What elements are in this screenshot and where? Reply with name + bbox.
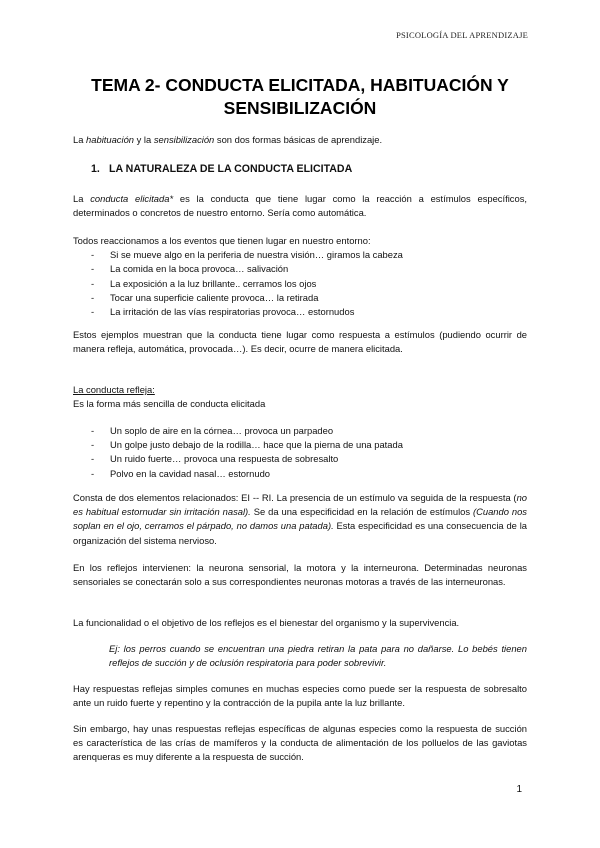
- section-title: LA NATURALEZA DE LA CONDUCTA ELICITADA: [109, 163, 353, 175]
- list-item-text: Tocar una superficie caliente provoca… la retirada: [110, 291, 319, 303]
- list-item: - Un golpe justo debajo de la rodilla… hace que la pierna de una patada: [91, 439, 403, 451]
- section-number: 1.: [91, 163, 100, 175]
- section-heading: [91, 163, 352, 175]
- definition-text: La: [73, 193, 91, 204]
- elements-italic: (Cuando nos soplan en el ojo, cerramos el párpado, no damos una patada).: [73, 506, 527, 532]
- simple-reflexes-paragraph: Hay respuestas reflejas simples comunes en muchas especies como puede ser la respuesta de sobresalto ante un ruido fuerte y repentino y la contracción de la pupila ante la luz brillante.: [73, 683, 527, 709]
- term-conducta-elicitada: conducta elicitada*: [90, 193, 174, 204]
- list-item: - La irritación de las vías respiratorias provoca… estornudos: [91, 306, 355, 318]
- neurons-paragraph: En los reflejos intervienen: la neurona sensorial, la motora y la interneurona. Determinadas neuronas sensoriales se conectarán solo a sus correspondientes neuronas motoras a través de las interneuronas.: [73, 562, 527, 588]
- elements-italic: no es habitual estornudar sin irritación nasal).: [73, 492, 527, 518]
- list-item: - Un soplo de aire en la córnea… provoca un parpadeo: [91, 425, 334, 436]
- intro-text: y la: [134, 134, 154, 145]
- list-item-text: Un soplo de aire en la córnea… provoca un parpadeo: [110, 425, 334, 436]
- definition-text: es la conducta que tiene lugar como la reacción a estímulos específicos, determinados o concretos de nuestro entorno. Sería como automática.: [73, 193, 527, 219]
- list-item: - Un ruido fuerte… provoca una respuesta de sobresalto: [91, 453, 339, 465]
- running-header: PSICOLOGÍA DEL APRENDIZAJE: [396, 30, 528, 40]
- elements-text: Consta de dos elementos relacionados: EI -- RI. La presencia de un estímulo va seguida de la respuesta (: [73, 492, 517, 503]
- list-item: - La comida en la boca provoca… salivación: [91, 263, 289, 275]
- elements-paragraph: [73, 491, 527, 548]
- elements-text: Se da una especificidad en la relación de estímulos: [250, 506, 473, 518]
- intro-paragraph: [73, 133, 527, 147]
- intro-text: son dos formas básicas de aprendizaje.: [214, 134, 383, 145]
- page-title: [60, 74, 540, 120]
- events-block: [73, 234, 527, 319]
- definition-paragraph: [73, 192, 527, 220]
- list-item-text: La irritación de las vías respiratorias provoca… estornudos: [110, 306, 355, 318]
- term-sensibilizacion: sensibilización: [153, 134, 215, 145]
- intro-text: La: [73, 134, 87, 145]
- list-item-text: La exposición a la luz brillante.. cerramos los ojos: [110, 277, 317, 289]
- list-item: - Tocar una superficie caliente provoca… la retirada: [91, 291, 319, 303]
- function-paragraph: La funcionalidad o el objetivo de los reflejos es el bienestar del organismo y la supervivencia.: [73, 617, 460, 628]
- events-lead: Todos reaccionamos a los eventos que tienen lugar en nuestro entorno:: [73, 235, 371, 246]
- reflex-subtitle: [73, 383, 527, 397]
- list-item-text: La comida en la boca provoca… salivación: [110, 263, 289, 275]
- list-item-text: Un ruido fuerte… provoca una respuesta de sobresalto: [110, 453, 339, 465]
- list-item-text: Polvo en la cavidad nasal… estornudo: [110, 467, 270, 479]
- examples-paragraph: Estos ejemplos muestran que la conducta tiene lugar como respuesta a estímulos (pudiendo ocurrir de manera refleja, automática, provocada…). Es decir, ocurre de manera elicitada.: [73, 329, 527, 355]
- page-number: 1: [516, 784, 522, 795]
- title-line-2: SENSIBILIZACIÓN: [223, 98, 377, 118]
- elements-text: Esta especificidad es una consecuencia de la organización del sistema nervioso.: [73, 520, 528, 546]
- list-item: - La exposición a la luz brillante.. cerramos los ojos: [91, 277, 317, 289]
- list-item: - Polvo en la cavidad nasal… estornudo: [91, 467, 270, 479]
- list-item-text: Si se mueve algo en la periferia de nuestra visión… giramos la cabeza: [110, 249, 403, 261]
- reflex-list: [73, 424, 527, 481]
- list-item: - Si se mueve algo en la periferia de nuestra visión… giramos la cabeza: [91, 249, 403, 261]
- title-line-1: TEMA 2- CONDUCTA ELICITADA, HABITUACIÓN Y: [91, 75, 509, 95]
- events-list: [73, 248, 527, 319]
- list-item-text: Un golpe justo debajo de la rodilla… hace que la pierna de una patada: [110, 439, 403, 451]
- reflex-lead: Es la forma más sencilla de conducta elicitada: [73, 398, 266, 409]
- specific-reflexes-paragraph: Sin embargo, hay unas respuestas reflejas específicas de algunas especies como la respuesta de succión es característica de las crías de mamíferos y la conducta de alimentación de los polluelos de las gaviotas arenqueras es muy diferente a la respuesta de succión.: [73, 723, 527, 763]
- example-quote: Ej: los perros cuando se encuentran una piedra retiran la pata para no dañarse. Lo bebés tienen reflejos de succión y de oclusión respiratoria para poder sobrevivir.: [109, 643, 527, 669]
- term-habituacion: habituación: [86, 134, 135, 145]
- reflex-subtitle-text: La conducta refleja:: [73, 384, 155, 395]
